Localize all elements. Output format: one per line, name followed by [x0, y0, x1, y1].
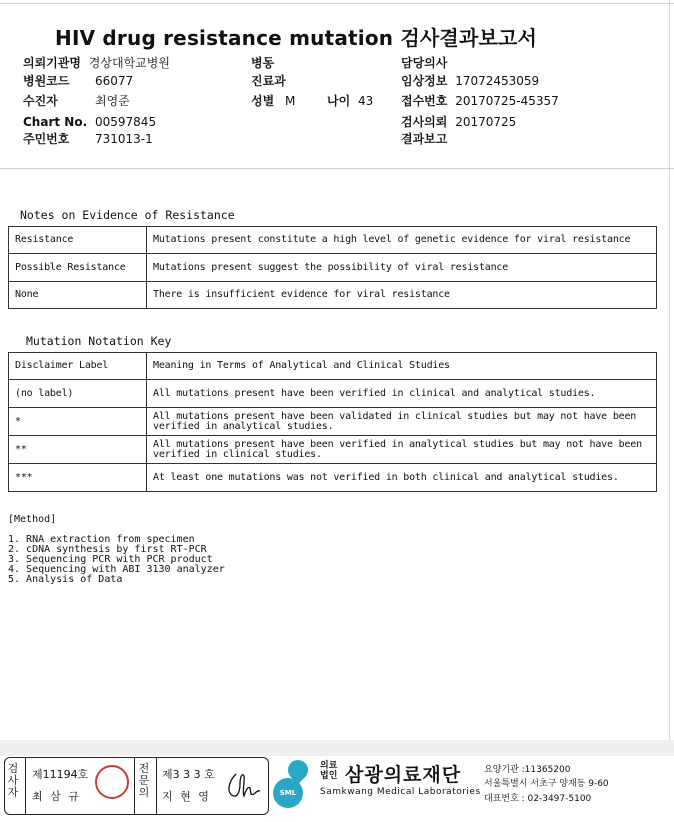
receipt-no-label: 접수번호 [401, 94, 448, 108]
method-section [8, 515, 225, 585]
patient-label: 수진자 [23, 94, 58, 108]
institution-row [23, 55, 170, 71]
resident-no-value: 731013-1 [95, 132, 153, 146]
age-value: 43 [358, 94, 374, 108]
footer-band [0, 740, 674, 756]
lab-code: 요양기관 :11365200 [484, 765, 571, 775]
department-label: 진료과 [251, 74, 286, 88]
institution-value: 경상대학교병원 [88, 56, 170, 70]
notation-table [8, 352, 657, 492]
sex-row [251, 93, 296, 109]
notation-label-cell: *** [9, 464, 147, 492]
signature-divider [25, 758, 26, 814]
patient-value: 최영준 [95, 94, 130, 108]
notation-text-cell: All mutations present have been verified in clinical and analytical studies. [147, 380, 657, 408]
method-step: 5. Analysis of Data [8, 574, 123, 585]
lab-address: 서울특별시 서초구 양재동 9-60 [484, 779, 609, 789]
sex-label: 성별 [251, 94, 275, 108]
institution-label: 의뢰기관명 [23, 56, 81, 70]
report-title: HIV drug resistance mutation 검사결과보고서 [55, 26, 538, 50]
doctor-label: 담당의사 [401, 56, 448, 70]
report-label: 결과보고 [401, 132, 448, 146]
signature-divider [134, 758, 135, 814]
age-row [327, 93, 373, 109]
signature-divider [156, 758, 157, 814]
examiner-label: 검사자 [7, 762, 19, 799]
evidence-text-cell: Mutations present constitute a high level of genetic evidence for viral resistance [147, 227, 657, 254]
specialist-name: 지 현 영 [162, 790, 211, 803]
request-date-row [401, 114, 516, 130]
notation-header-text: Meaning in Terms of Analytical and Clinical Studies [147, 353, 657, 380]
method-step: 4. Sequencing with ABI 3130 analyzer [8, 564, 225, 575]
method-step: 1. RNA extraction from specimen [8, 534, 195, 545]
specialist-id: 제3 3 3 호 [162, 768, 215, 781]
report-row [401, 131, 447, 147]
table-row [9, 408, 657, 436]
lab-name-en: Samkwang Medical Laboratories [320, 787, 481, 797]
notation-section-title: Mutation Notation Key [26, 334, 172, 348]
hospital-code-label: 병원코드 [23, 74, 70, 88]
request-date-value: 20170725 [455, 115, 517, 129]
notation-label-cell: * [9, 408, 147, 436]
examiner-seal-icon [95, 765, 129, 799]
age-label: 나이 [327, 94, 351, 108]
lab-corp-label: 의료법인 [320, 761, 338, 781]
evidence-label-cell: Possible Resistance [9, 254, 147, 282]
table-row [9, 380, 657, 408]
top-rule [0, 3, 674, 4]
receipt-no-row [401, 93, 559, 109]
chart-no-value: 00597845 [95, 115, 157, 129]
table-row [9, 282, 657, 309]
notation-text-cell: At least one mutations was not verified in both clinical and analytical studies. [147, 464, 657, 492]
request-date-label: 검사의뢰 [401, 115, 448, 129]
method-title: [Method] [8, 514, 57, 525]
lab-name: 삼광의료재단 [345, 764, 462, 786]
receipt-no-value: 20170725-45357 [455, 94, 559, 108]
evidence-label-cell: Resistance [9, 227, 147, 254]
sex-value: M [285, 94, 296, 108]
evidence-table [8, 226, 657, 309]
table-row [9, 464, 657, 492]
table-row [9, 436, 657, 464]
notation-header-label: Disclaimer Label [9, 353, 147, 380]
lab-phone: 대표번호 : 02-3497-5100 [484, 794, 592, 804]
examiner-id: 제11194호 [32, 768, 89, 781]
notation-text-cell: All mutations present have been validated in clinical studies but may not have been verified in analytical studies. [147, 408, 657, 436]
chart-no-row [23, 114, 157, 130]
header-divider [0, 168, 674, 169]
notation-text-cell: All mutations present have been verified in analytical studies but may not have been verified in clinical studies. [147, 436, 657, 464]
department-row [251, 73, 286, 89]
sml-logo-icon: SML [273, 778, 303, 808]
hospital-code-row [23, 73, 134, 89]
method-step: 3. Sequencing PCR with PCR product [8, 554, 213, 565]
table-row [9, 254, 657, 282]
patient-row [23, 93, 130, 109]
table-row [9, 227, 657, 254]
resident-no-label: 주민번호 [23, 132, 70, 146]
ward-label: 병동 [251, 56, 275, 70]
evidence-label-cell: None [9, 282, 147, 309]
clinical-info-label: 임상정보 [401, 74, 448, 88]
evidence-section-title: Notes on Evidence of Resistance [20, 208, 235, 222]
resident-no-row [23, 131, 153, 147]
notation-label-cell: ** [9, 436, 147, 464]
notation-label-cell: (no label) [9, 380, 147, 408]
right-rule [669, 0, 670, 740]
table-header-row [9, 353, 657, 380]
doctor-row [401, 55, 447, 71]
ward-row [251, 55, 274, 71]
evidence-text-cell: Mutations present suggest the possibility of viral resistance [147, 254, 657, 282]
clinical-info-value: 17072453059 [455, 74, 540, 88]
hospital-code-value: 66077 [95, 74, 134, 88]
chart-no-label: Chart No. [23, 115, 88, 129]
signature-icon [222, 764, 262, 804]
specialist-label: 전문의 [138, 762, 150, 799]
method-step: 2. cDNA synthesis by first RT-PCR [8, 544, 207, 555]
examiner-name: 최 삼 규 [32, 790, 81, 803]
clinical-info-row [401, 73, 539, 89]
evidence-text-cell: There is insufficient evidence for viral resistance [147, 282, 657, 309]
